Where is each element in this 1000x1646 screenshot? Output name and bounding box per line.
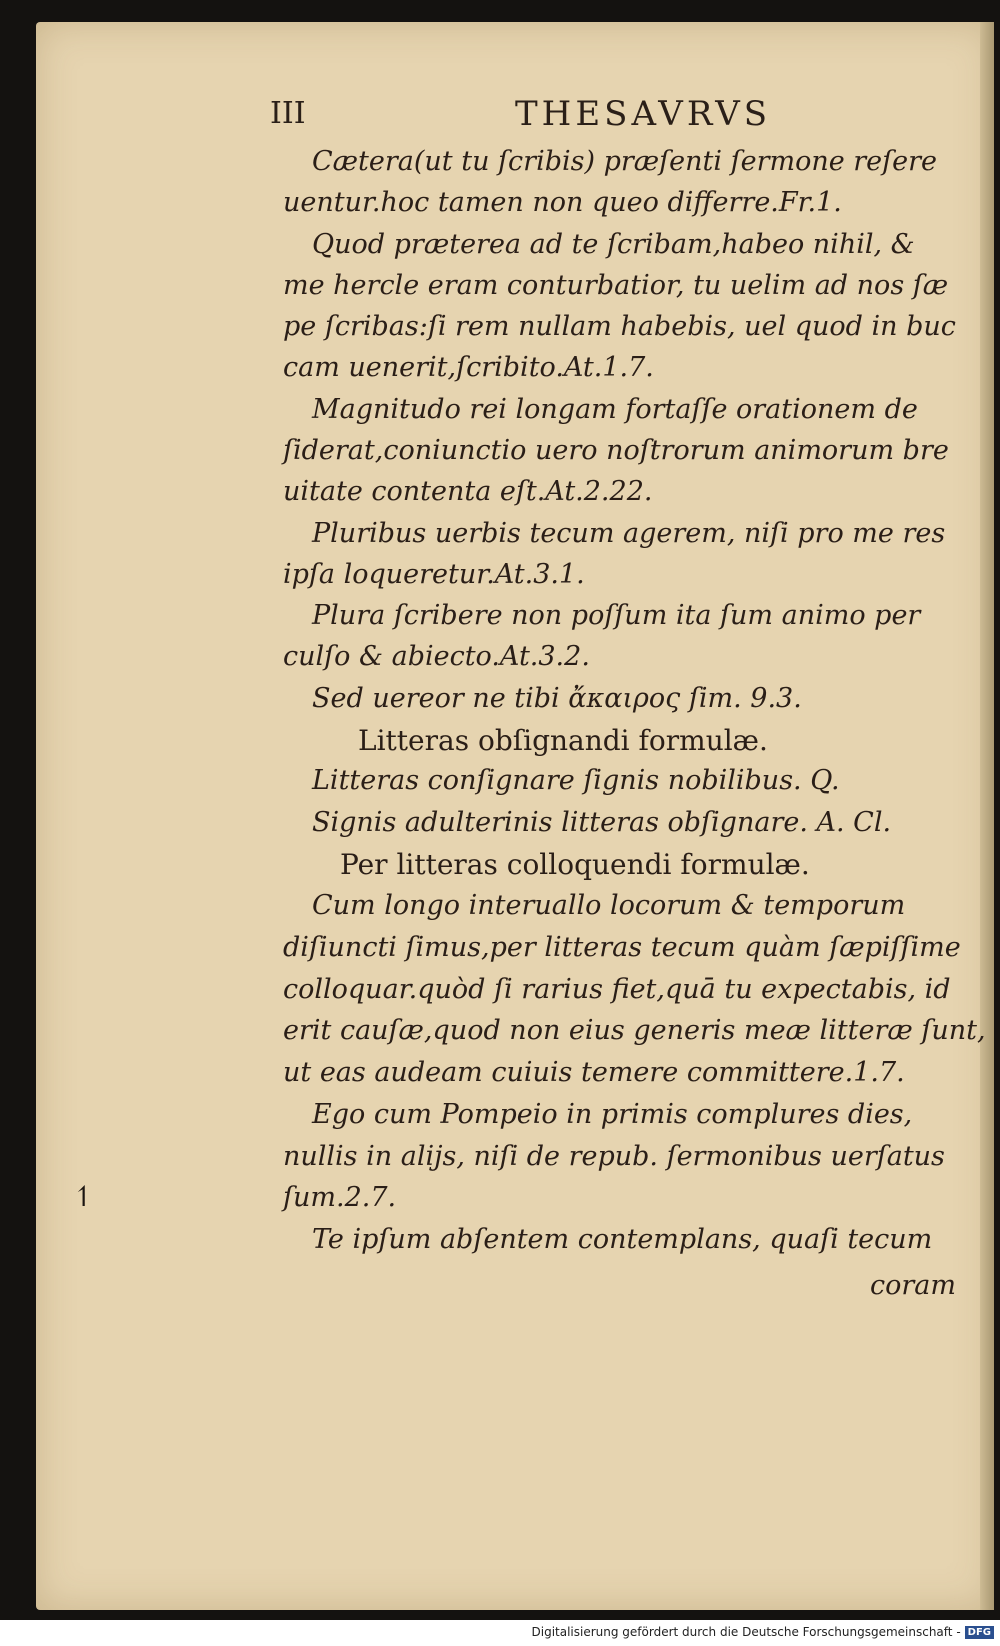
footer xyxy=(532,1625,995,1639)
text-line: culſo & abiecto.At.3.2. xyxy=(283,641,590,672)
text-line: colloquar.quòd ſi rarius fiet,quā tu expectabis, id xyxy=(283,974,951,1005)
text-line: ipſa loqueretur.At.3.1. xyxy=(283,559,585,590)
text-line: Magnitudo rei longam fortaſſe orationem de xyxy=(312,394,918,425)
text-line: Te ipſum abſentem contemplans, quaſi tecum xyxy=(312,1224,933,1255)
text-line: Signis adulterinis litteras obſignare. A. Cl. xyxy=(312,807,892,838)
text-line: uentur.hoc tamen non queo differre.Fr.1. xyxy=(283,187,842,218)
margin-mark: ↿ xyxy=(72,1180,96,1213)
running-head: THESAVRVS xyxy=(515,94,772,134)
text-line: diſiuncti ſimus,per litteras tecum quàm ſæpiſſime xyxy=(283,932,961,963)
text-line: ut eas audeam cuiuis temere committere.1.7. xyxy=(283,1057,905,1088)
page-number: III xyxy=(270,96,306,131)
text-line: ſum.2.7. xyxy=(283,1182,397,1213)
catchword: coram xyxy=(870,1270,956,1301)
text-line: Pluribus uerbis tecum agerem, niſi pro me res xyxy=(312,518,946,549)
text-line: uitate contenta eſt.At.2.22. xyxy=(283,476,653,507)
text-line: ſiderat,coniunctio uero noſtrorum animorum bre xyxy=(283,435,949,466)
text-line: Sed uereor ne tibi ἄκαιρος ſim. 9.3. xyxy=(312,683,802,714)
text-line: Litteras conſignare ſignis nobilibus. Q. xyxy=(312,765,840,796)
text-line: Plura ſcribere non poſſum ita ſum animo per xyxy=(312,600,921,631)
text-line: Cætera(ut tu ſcribis) præſenti ſermone reſere xyxy=(312,146,938,177)
text-line: nullis in alijs, niſi de repub. ſermonibus uerſatus xyxy=(283,1141,945,1172)
text-line: Quod præterea ad te ſcribam,habeo nihil, & xyxy=(312,229,915,260)
text-line: cam uenerit,ſcribito.At.1.7. xyxy=(283,352,654,383)
text-line: pe ſcribas:ſi rem nullam habebis, uel quod in buc xyxy=(283,311,956,342)
text-line: Ego cum Pompeio in primis complures dies, xyxy=(312,1099,913,1130)
text-line: me hercle eram conturbatior, tu uelim ad nos ſæ xyxy=(283,270,949,301)
section-heading: Per litteras colloquendi formulæ. xyxy=(340,848,810,881)
text-line: erit cauſæ,quod non eius generis meæ litteræ ſunt, xyxy=(283,1015,986,1046)
text-line: Cum longo interuallo locorum & temporum xyxy=(312,890,906,921)
footer-credit: Digitalisierung gefördert durch die Deutsche Forschungsgemeinschaft - xyxy=(531,1625,961,1639)
dfg-logo: DFG xyxy=(965,1626,994,1639)
section-heading: Litteras obſignandi formulæ. xyxy=(358,724,768,757)
